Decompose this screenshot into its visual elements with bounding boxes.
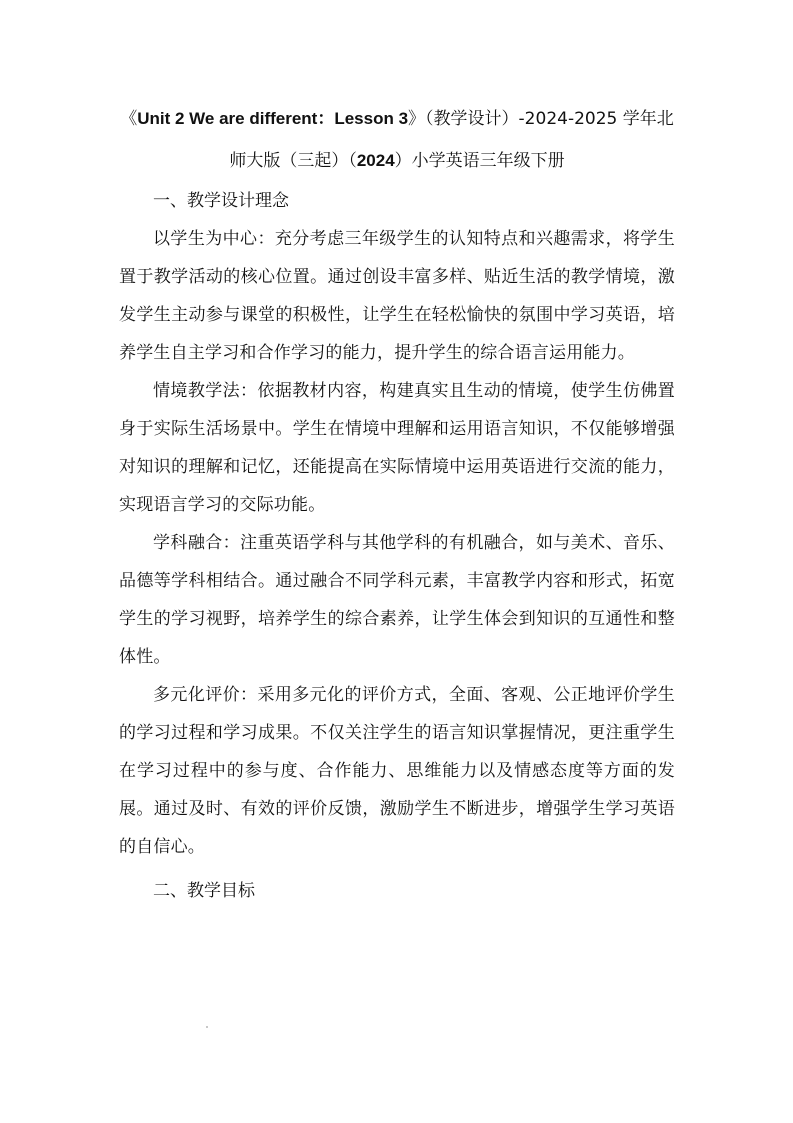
scan-dot [206,1026,208,1028]
document-page [119,98,675,910]
section-heading-teaching-goals: 二、教学目标 [153,881,255,901]
paragraph-diversified-evaluation: 多元化评价：采用多元化的评价方式，全面、客观、公正地评价学生的学习过程和学习成果。不仅关注学生的语言知识掌握情况，更注重学生在学习过程中的参与度、合作能力、思维能力以及情感态度等方面的发展。通过及时、有效的评价反馈，激励学生不断进步，增强学生学习英语的自信心。 [119,685,675,857]
paragraph-student-centered: 以学生为中心：充分考虑三年级学生的认知特点和兴趣需求，将学生置于教学活动的核心位置。通过创设丰富多样、贴近生活的教学情境，激发学生主动参与课堂的积极性，让学生在轻松愉快的氛围中学习英语，培养学生自主学习和合作学习的能力，提升学生的综合语言运用能力。 [119,229,675,363]
title-line2-end: ）小学英语三年级下册 [394,151,565,171]
paragraph-subject-integration: 学科融合：注重英语学科与其他学科的有机融合，如与美术、音乐、品德等学科相结合。通过融合不同学科元素，丰富教学内容和形式，拓宽学生的学习视野，培养学生的综合素养，让学生体会到知识的互通性和整体性。 [119,533,675,667]
title-unit: Unit 2 We are different：Lesson 3 [137,109,409,128]
title-line2-start: 师大版（三起）（ [229,151,357,171]
paragraph-situational-teaching: 情境教学法：依据教材内容，构建真实且生动的情境，使学生仿佛置身于实际生活场景中。学生在情境中理解和运用语言知识，不仅能够增强对知识的理解和记忆，还能提高在实际情境中运用英语进行交流的能力，实现语言学习的交际功能。 [119,381,675,515]
section-heading-design-concept: 一、教学设计理念 [153,191,289,211]
title-year: 2024 [356,151,395,170]
document-title [119,98,675,182]
title-open-bracket: 《 [120,109,138,129]
title-rest: 》（教学设计）-2024-2025 学年北 [408,109,674,129]
